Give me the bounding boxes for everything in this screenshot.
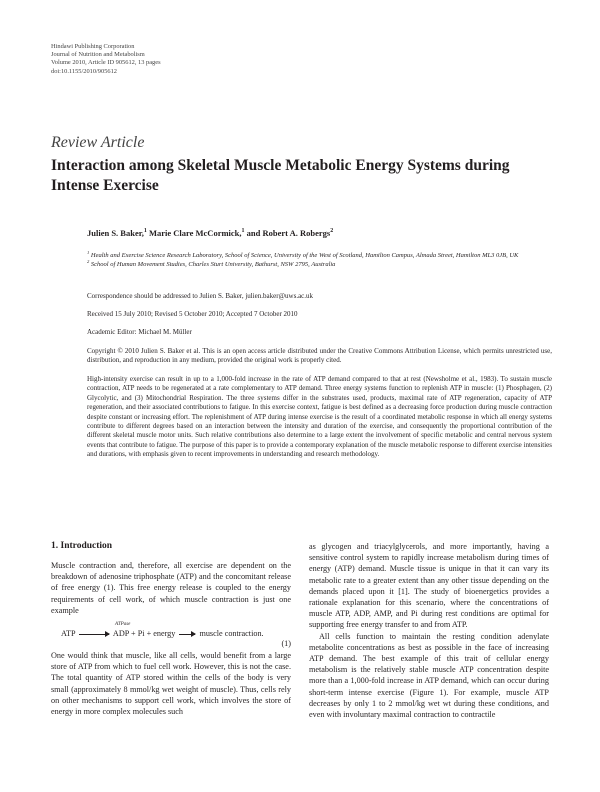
author-name: Julien S. Baker, bbox=[87, 228, 144, 238]
right-column bbox=[309, 541, 549, 720]
reaction-arrow-icon bbox=[79, 634, 109, 635]
left-column bbox=[51, 540, 291, 717]
equation-arrow-label: ATPase bbox=[115, 622, 131, 628]
affiliation-marker: 1 bbox=[143, 228, 147, 235]
copyright-notice: Copyright © 2010 Julien S. Baker et al. This is an open access article distributed under the Creative Commons Attribution License, which permits unrestricted use, distribution, and reproduction in any medium, provided the original work is properly cited. bbox=[87, 347, 552, 365]
affiliation: $^2$ School of Human Movement Studies, Charles Sturt University, Bathurst, NSW 2795, Australia bbox=[87, 258, 336, 268]
affiliations bbox=[87, 249, 552, 270]
correspondence: Correspondence should be addressed to Julien S. Baker, julien.baker@uws.ac.uk bbox=[87, 292, 314, 300]
publisher-name: Hindawi Publishing Corporation bbox=[51, 43, 135, 50]
submission-dates: Received 15 July 2010; Revised 5 October 2010; Accepted 7 October 2010 bbox=[87, 310, 298, 318]
author-name: and Robert A. Robergs bbox=[244, 228, 331, 238]
abstract: High-intensity exercise can result in up to a 1,000-fold increase in the rate of ATP demand compared to that at rest (Newsholme et al., 1983). To sustain muscle contraction, ATP needs to be regenerated at a rate complementary to ATP demand. Three energy systems function to replenish ATP in muscle: (1) Phosphagen, (2) Glycolytic, and (3) Mitochondrial Respiration. The three systems differ in the substrates used, products, maximal rate of ATP regeneration, capacity of ATP regeneration, and their associated contributions to fatigue. In this exercise context, fatigue is best defined as a decreasing force production during muscle contraction despite constant or increasing effort. The replenishment of ATP during intense exercise is the result of a coordinated metabolic response in which all energy systems contribute to different degrees based on an interaction between the intensity and duration of the exercise, and consequently the proportional contribution of the different skeletal muscle motor units. Such relative contributions also determine to a large extent the involvement of specific metabolic and central nervous system events that contribute to fatigue. The purpose of this paper is to provide a contemporary explanation of the muscle metabolic response to different exercise intensities and durations, with emphasis given to recent improvements in understanding and research methodology. bbox=[87, 375, 552, 459]
page-title: Interaction among Skeletal Muscle Metabolic Energy Systems during Intense Exercise bbox=[51, 157, 510, 194]
author-name: Marie Clare McCormick, bbox=[146, 228, 242, 238]
doi-link[interactable]: doi:10.1155/2010/905612 bbox=[51, 67, 117, 75]
affiliation: $^1$ Health and Exercise Science Research Laboratory, School of Science, University of the West of Scotland, Hamilton Campus, Almada Street, Hamilton ML3 0JB, UK bbox=[87, 249, 519, 259]
volume-info: Volume 2010, Article ID 905612, 13 pages bbox=[51, 59, 161, 67]
paragraph: as glycogen and triacylglycerols, and more importantly, having a sensitive control system to rapidly increase metabolism during times of energy (ATP) demand. Muscle tissue is unique in that it can vary its metabolic rate to a greater extent than any other tissue depending on the demands placed upon it [1]. The study of bioenergetics provides a rationale explanation for this scenario, where the concentrations of muscle ATP, ADP, AMP, and Pi during rest conditions are optimal for supporting free energy transfer to and from ATP. bbox=[309, 542, 549, 630]
affiliation-marker: 1 bbox=[241, 228, 245, 235]
equation bbox=[51, 616, 291, 650]
paragraph: All cells function to maintain the resting condition adenylate metabolite concentrations as best as possible in the face of increasing ATP demand. The best example of this trait of cellular energy metabolism is the relatively stable muscle ATP concentration despite more than a 1,000-fold increase in ATP demand, which can occur during short-term intense exercise (Figure 1). For example, muscle ATP decreases by only 1 to 2 mmol/kg wet wt during these conditions, and even with involuntary maximal contraction to contractile bbox=[309, 631, 549, 720]
article-type: Review Article bbox=[51, 134, 145, 151]
publication-info bbox=[51, 43, 161, 76]
author-list bbox=[87, 227, 552, 239]
paragraph: One would think that muscle, like all cells, would benefit from a large store of ATP from which to fuel cell work. However, this is not the case. The total quantity of ATP stored within the cells of the body is very small (approximately 8 mmol/kg wet weight of muscle). Thus, cells rely on other mechanisms to support cell work, which involves the store of energy in more complex molecules such bbox=[51, 651, 291, 717]
equation-lhs: ATP bbox=[61, 629, 76, 639]
equation-number: (1) bbox=[281, 639, 291, 649]
section-heading: 1. Introduction bbox=[51, 541, 113, 551]
reaction-arrow-icon bbox=[179, 634, 195, 635]
paragraph: Muscle contraction and, therefore, all exercise are dependent on the breakdown of adenosine triphosphate (ATP) and the concomitant release of free energy (1). This free energy release is coupled to the energy requirements of cell work, of which muscle contraction is just one example bbox=[51, 561, 291, 615]
equation-result: muscle contraction. bbox=[199, 629, 264, 639]
journal-name: Journal of Nutrition and Metabolism bbox=[51, 51, 145, 59]
equation-rhs: ADP + Pi + energy bbox=[112, 629, 176, 639]
affiliation-marker: 2 bbox=[330, 228, 334, 235]
academic-editor: Academic Editor: Michael M. Müller bbox=[87, 328, 192, 336]
